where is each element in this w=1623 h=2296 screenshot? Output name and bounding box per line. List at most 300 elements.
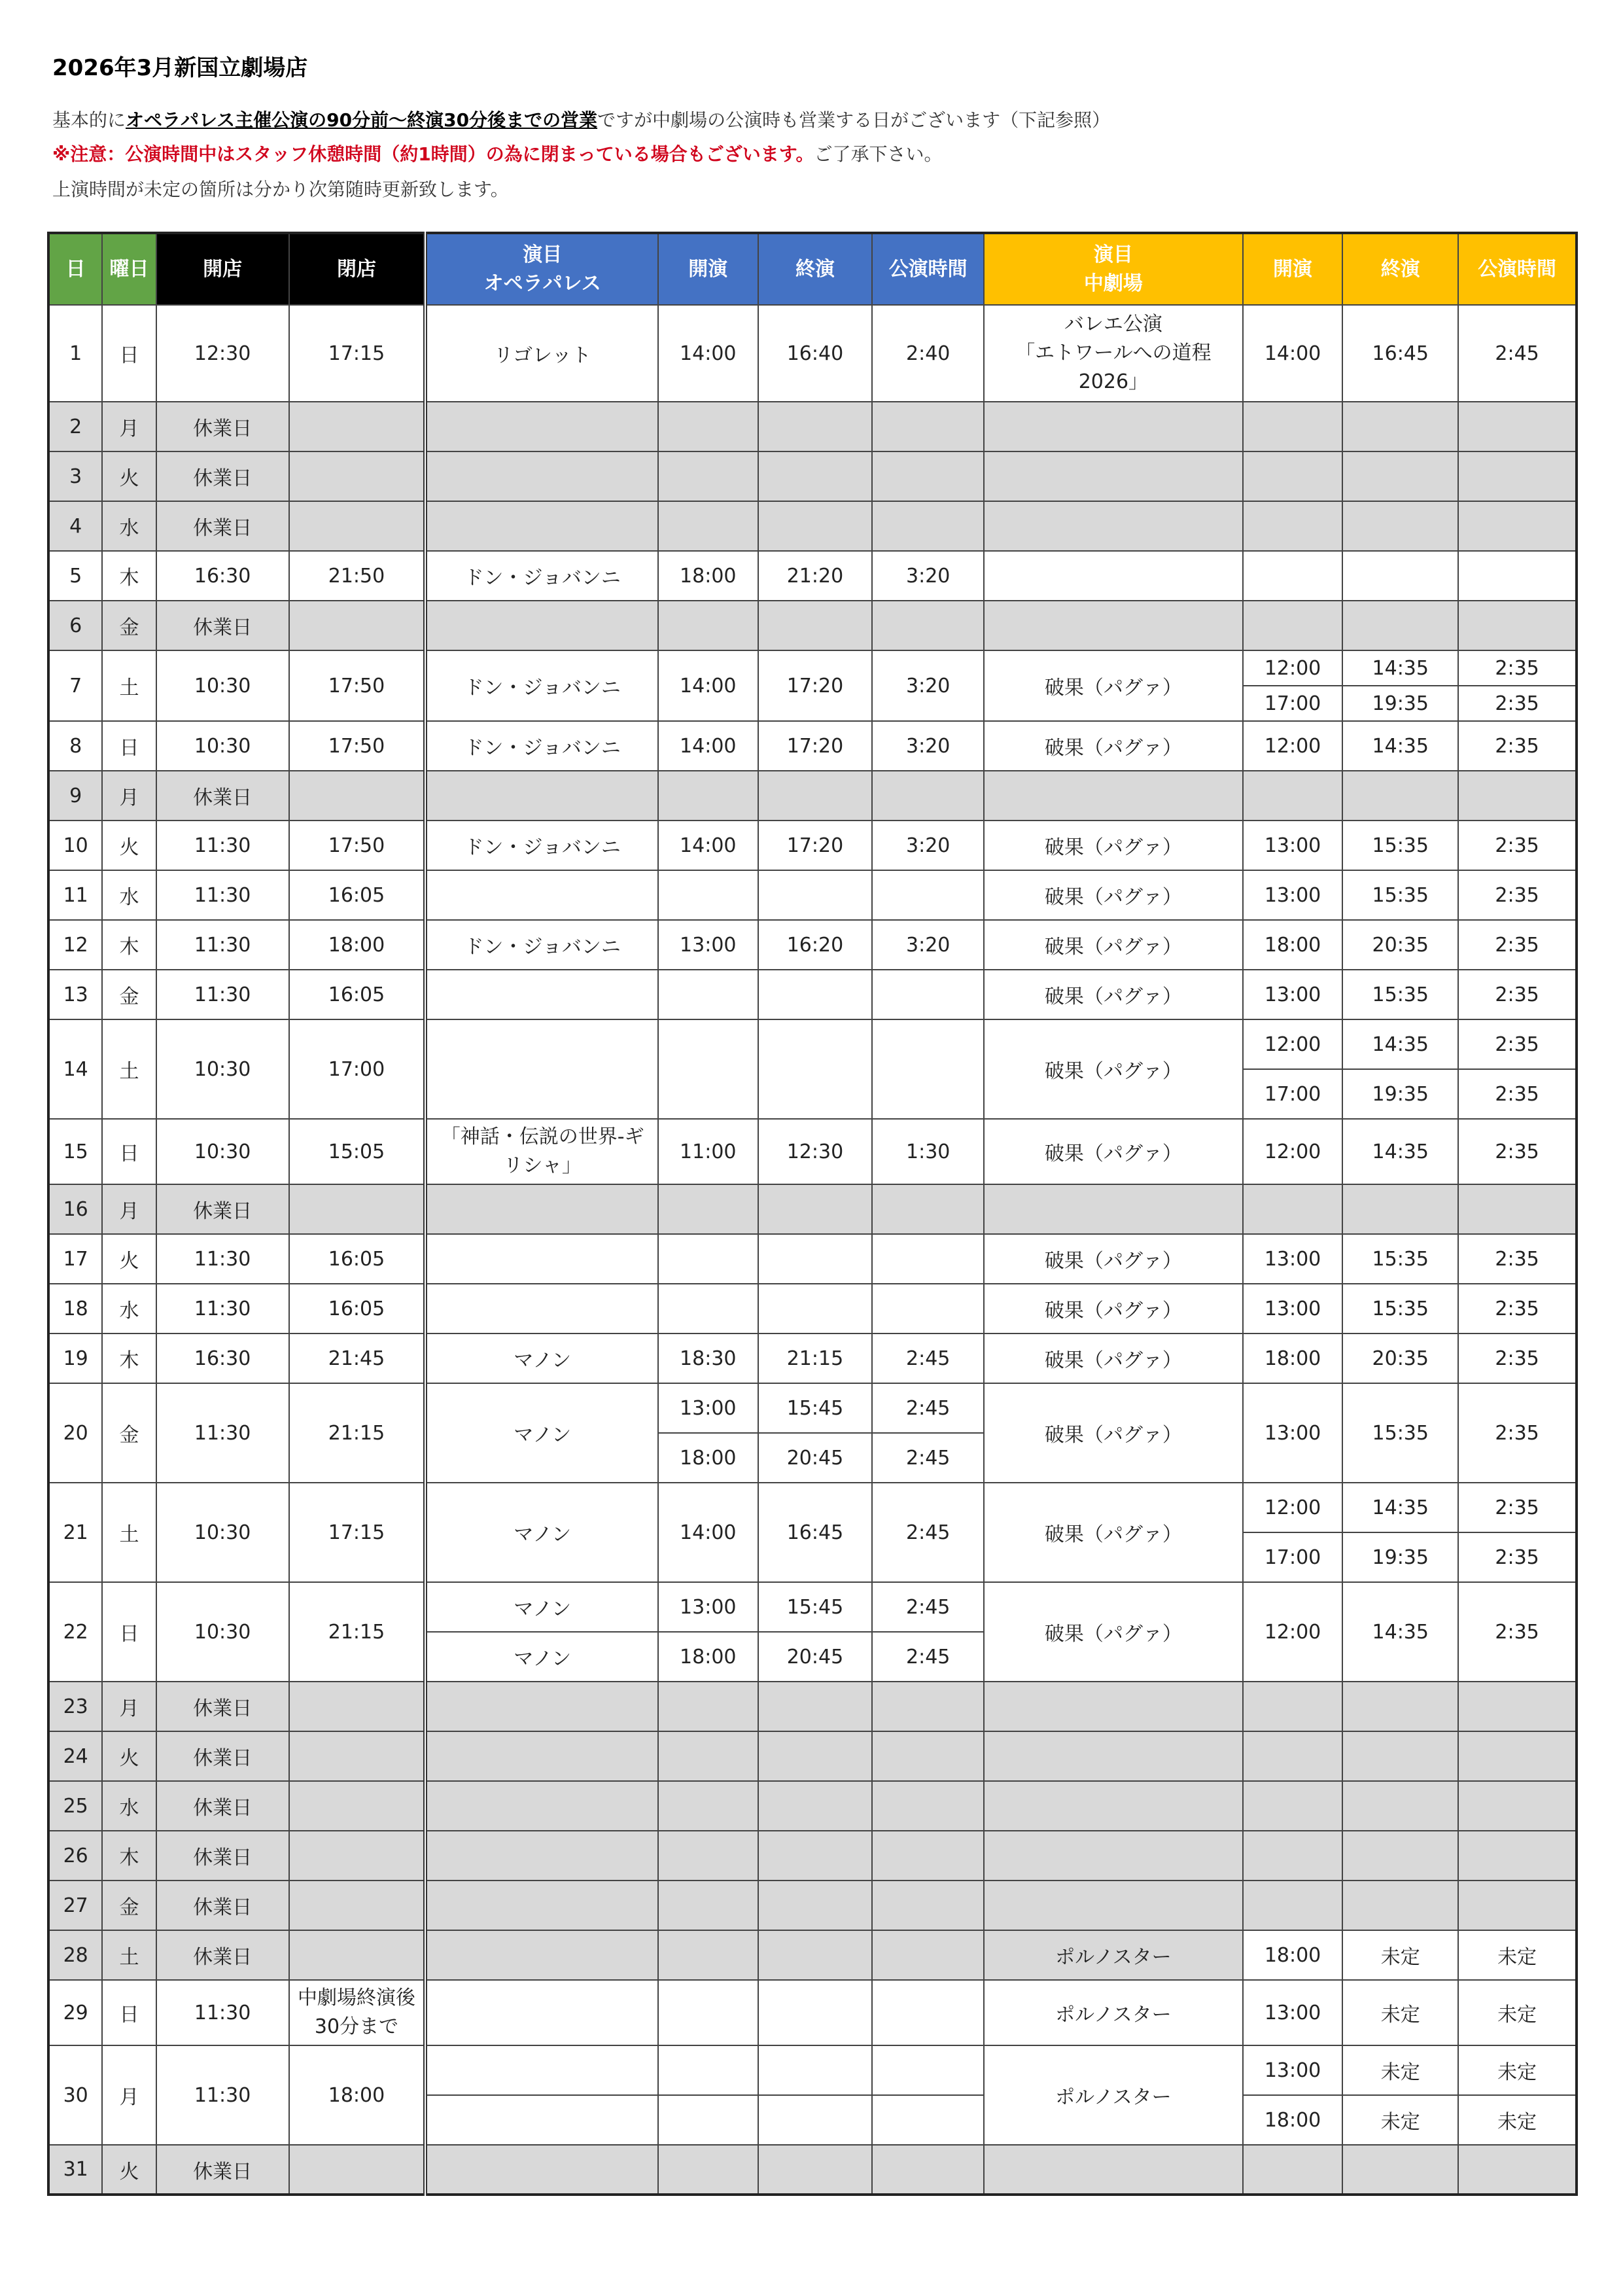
weekday-cell: 水 [102,1781,156,1831]
day-cell: 16 [48,1184,102,1234]
weekday-cell: 日 [102,305,156,402]
day-cell: 23 [48,1682,102,1731]
close-time [289,1184,426,1234]
open-time: 11:30 [156,1284,289,1333]
open-time: 休業日 [156,501,289,551]
header-program-label: 演目 [1093,243,1133,266]
middle-program-line: 2026」 [1078,370,1149,393]
opera-duration: 3:20 [872,920,984,970]
opera-program [425,2145,658,2195]
header-middle-theater: 中劇場 [1083,272,1143,295]
opera-end: 21:15 [758,1333,873,1383]
middle-duration: 2:35 [1458,1019,1577,1069]
note-line-update: 上演時間が未定の箇所は分かり次第随時更新致します。 [52,179,509,200]
middle-end: 20:35 [1342,920,1458,970]
middle-duration: 2:35 [1458,721,1577,771]
middle-end [1342,601,1458,650]
close-time [289,1930,426,1980]
middle-program: 破果（パグァ） [984,650,1243,721]
weekday-cell: 月 [102,1184,156,1234]
table-row [48,2045,1577,2095]
header-close: 閉店 [289,233,426,305]
weekday-cell: 月 [102,771,156,821]
table-row [48,1333,1577,1383]
middle-end: 15:35 [1342,870,1458,920]
opera-start [658,2145,758,2195]
weekday-cell: 金 [102,1383,156,1483]
middle-program: 破果（パグァ） [984,1582,1243,1682]
middle-start [1243,451,1343,501]
middle-start: 13:00 [1243,1383,1343,1483]
middle-end: 未定 [1342,1980,1458,2045]
opera-start: 14:00 [658,305,758,402]
middle-program [984,1682,1243,1731]
table-row [48,920,1577,970]
close-time [289,1682,426,1731]
opera-end: 15:45 [758,1582,873,1632]
middle-program: 破果（パグァ） [984,870,1243,920]
weekday-cell: 土 [102,1930,156,1980]
opera-duration [872,771,984,821]
middle-end [1342,771,1458,821]
opera-end [758,2045,873,2095]
middle-end: 未定 [1342,2095,1458,2145]
opera-start [658,501,758,551]
table-row [48,821,1577,870]
note-line-hours [52,106,1110,132]
note-caution: ※注意：公演時間中はスタッフ休憩時間（約1時間）の為に閉まっている場合もございます。 [52,143,814,165]
weekday-cell: 日 [102,1582,156,1682]
middle-end: 19:35 [1342,1532,1458,1582]
opera-program: ドン・ジョバンニ [425,551,658,601]
opera-end: 21:20 [758,551,873,601]
open-time: 16:30 [156,551,289,601]
opera-program [425,1184,658,1234]
middle-duration: 2:35 [1458,1532,1577,1582]
close-time: 17:00 [289,1019,426,1119]
opera-start: 13:00 [658,1383,758,1433]
middle-program [984,305,1243,402]
open-time: 休業日 [156,1731,289,1781]
open-time: 10:30 [156,1582,289,1682]
middle-duration [1458,1184,1577,1234]
header-open: 開店 [156,233,289,305]
opera-program [425,1781,658,1831]
weekday-cell: 火 [102,2145,156,2195]
opera-end [758,1682,873,1731]
open-time: 11:30 [156,870,289,920]
opera-start [658,1881,758,1930]
opera-end: 17:20 [758,721,873,771]
opera-duration [872,1284,984,1333]
table-row [48,1980,1577,2045]
day-cell: 27 [48,1881,102,1930]
opera-duration [872,870,984,920]
opera-end [758,451,873,501]
middle-end: 15:35 [1342,821,1458,870]
opera-program: ドン・ジョバンニ [425,721,658,771]
middle-end [1342,1781,1458,1831]
middle-start: 17:00 [1243,1532,1343,1582]
weekday-cell: 月 [102,402,156,451]
open-time: 11:30 [156,1980,289,2045]
middle-start [1243,1831,1343,1881]
middle-program: 破果（パグァ） [984,1333,1243,1383]
day-cell: 14 [48,1019,102,1119]
close-time: 18:00 [289,2045,426,2145]
opera-end [758,970,873,1019]
middle-end: 未定 [1342,1930,1458,1980]
weekday-cell: 水 [102,870,156,920]
opera-duration [872,1881,984,1930]
middle-duration [1458,451,1577,501]
header-opera-palace: オペラパレス [483,272,601,295]
table-row [48,1119,1577,1184]
middle-program [984,1731,1243,1781]
middle-program [984,1781,1243,1831]
day-cell: 25 [48,1781,102,1831]
middle-end [1342,1831,1458,1881]
open-time: 休業日 [156,1881,289,1930]
opera-duration: 2:40 [872,305,984,402]
opera-program [425,1930,658,1980]
opera-start: 11:00 [658,1119,758,1184]
opera-end [758,501,873,551]
middle-start [1243,1881,1343,1930]
open-time: 16:30 [156,1333,289,1383]
note-l1a: 基本的に [52,109,126,131]
day-cell: 8 [48,721,102,771]
middle-end [1342,1682,1458,1731]
table-row [48,1582,1577,1632]
close-time-line: 30分まで [314,2015,399,2038]
weekday-cell: 木 [102,1333,156,1383]
middle-program [984,402,1243,451]
middle-start: 18:00 [1243,1333,1343,1383]
weekday-cell: 金 [102,601,156,650]
opera-end: 16:45 [758,1483,873,1582]
close-time [289,451,426,501]
opera-duration [872,1731,984,1781]
opera-end: 16:20 [758,920,873,970]
opera-duration: 2:45 [872,1433,984,1483]
middle-duration [1458,771,1577,821]
opera-end [758,1234,873,1284]
day-cell: 21 [48,1483,102,1582]
opera-program [425,1019,658,1119]
opera-duration: 3:20 [872,821,984,870]
weekday-cell: 木 [102,920,156,970]
opera-program: マノン [425,1333,658,1383]
opera-duration [872,1019,984,1119]
weekday-cell: 日 [102,1980,156,2045]
middle-start: 12:00 [1243,721,1343,771]
table-row [48,1019,1577,1069]
day-cell: 26 [48,1831,102,1881]
middle-program [984,2145,1243,2195]
opera-duration [872,2145,984,2195]
opera-duration [872,601,984,650]
open-time: 休業日 [156,1781,289,1831]
open-time: 11:30 [156,970,289,1019]
middle-program: 破果（パグァ） [984,1234,1243,1284]
opera-program: リゴレット [425,305,658,402]
open-time: 休業日 [156,1682,289,1731]
middle-start [1243,501,1343,551]
weekday-cell: 火 [102,451,156,501]
middle-program [984,451,1243,501]
day-cell: 17 [48,1234,102,1284]
middle-program: 破果（パグァ） [984,821,1243,870]
opera-program [425,501,658,551]
middle-duration: 2:35 [1458,1483,1577,1532]
middle-duration: 2:35 [1458,650,1577,686]
day-cell: 6 [48,601,102,650]
middle-program [984,1831,1243,1881]
middle-end: 14:35 [1342,650,1458,686]
opera-duration: 1:30 [872,1119,984,1184]
opera-duration [872,501,984,551]
middle-duration [1458,1682,1577,1731]
opera-end [758,1019,873,1119]
opera-end [758,1731,873,1781]
header-row [48,233,1577,305]
close-time [289,501,426,551]
weekday-cell: 土 [102,650,156,721]
middle-duration: 未定 [1458,2045,1577,2095]
day-cell: 31 [48,2145,102,2195]
middle-end: 15:35 [1342,1284,1458,1333]
opera-end: 17:20 [758,821,873,870]
middle-end [1342,1184,1458,1234]
opera-end: 15:45 [758,1383,873,1433]
weekday-cell: 日 [102,1119,156,1184]
opera-end: 17:20 [758,650,873,721]
day-cell: 18 [48,1284,102,1333]
middle-start: 13:00 [1243,1284,1343,1333]
middle-end: 14:35 [1342,1119,1458,1184]
opera-end [758,2145,873,2195]
middle-start: 12:00 [1243,1119,1343,1184]
middle-start: 18:00 [1243,2095,1343,2145]
note-apology: ご了承下さい。 [814,143,943,165]
opera-program: ドン・ジョバンニ [425,920,658,970]
opera-duration [872,1980,984,2045]
opera-program [425,402,658,451]
opera-start: 14:00 [658,1483,758,1582]
open-time: 休業日 [156,1930,289,1980]
middle-start: 13:00 [1243,970,1343,1019]
close-time: 15:05 [289,1119,426,1184]
day-cell: 22 [48,1582,102,1682]
opera-end: 16:40 [758,305,873,402]
middle-program [984,771,1243,821]
middle-start [1243,1731,1343,1781]
weekday-cell: 水 [102,501,156,551]
opera-program [425,771,658,821]
table-row [48,650,1577,686]
opera-start [658,1234,758,1284]
middle-duration: 未定 [1458,1980,1577,2045]
opera-duration [872,970,984,1019]
close-time [289,1831,426,1881]
open-time: 10:30 [156,1119,289,1184]
opera-end [758,402,873,451]
middle-start: 13:00 [1243,870,1343,920]
note-l1-emphasis: オペラパレス主催公演の90分前～終演30分後までの営業 [126,109,598,131]
note-l1c: ですが中劇場の公演時も営業する日がございます（下記参照） [597,109,1111,131]
opera-program [425,1284,658,1333]
opera-duration [872,1184,984,1234]
middle-end: 14:35 [1342,721,1458,771]
close-time: 17:15 [289,305,426,402]
close-time [289,1980,426,2045]
middle-start: 12:00 [1243,650,1343,686]
opera-program [425,970,658,1019]
middle-duration: 2:35 [1458,821,1577,870]
opera-program [425,1682,658,1731]
opera-start [658,402,758,451]
table-row [48,1682,1577,1731]
middle-start: 14:00 [1243,305,1343,402]
header-weekday: 曜日 [102,233,156,305]
open-time: 11:30 [156,821,289,870]
day-cell: 9 [48,771,102,821]
opera-duration [872,1781,984,1831]
page-title: 2026年3月新国立劇場店 [52,55,308,81]
day-cell: 7 [48,650,102,721]
close-time: 17:50 [289,650,426,721]
close-time: 21:15 [289,1582,426,1682]
middle-duration: 2:35 [1458,1383,1577,1483]
day-cell: 19 [48,1333,102,1383]
middle-start [1243,402,1343,451]
middle-start: 12:00 [1243,1483,1343,1532]
opera-start [658,1831,758,1881]
middle-end [1342,2145,1458,2195]
middle-end: 14:35 [1342,1582,1458,1682]
table-row [48,870,1577,920]
day-cell: 2 [48,402,102,451]
header-opera-end: 終演 [758,233,873,305]
day-cell: 1 [48,305,102,402]
close-time: 16:05 [289,870,426,920]
middle-start: 12:00 [1243,1019,1343,1069]
opera-start [658,2045,758,2095]
middle-start: 17:00 [1243,1069,1343,1119]
middle-duration [1458,1831,1577,1881]
close-time: 16:05 [289,1234,426,1284]
day-cell: 28 [48,1930,102,1980]
opera-program: マノン [425,1483,658,1582]
middle-duration: 2:35 [1458,1234,1577,1284]
weekday-cell: 日 [102,721,156,771]
table-row [48,771,1577,821]
weekday-cell: 水 [102,1284,156,1333]
opera-start [658,771,758,821]
table-row [48,1731,1577,1781]
table-row [48,501,1577,551]
close-time: 17:15 [289,1483,426,1582]
middle-program: 破果（パグァ） [984,1483,1243,1582]
header-program-label: 演目 [523,243,563,266]
middle-duration [1458,551,1577,601]
weekday-cell: 金 [102,1881,156,1930]
opera-program: ドン・ジョバンニ [425,821,658,870]
opera-duration: 2:45 [872,1333,984,1383]
day-cell: 5 [48,551,102,601]
weekday-cell: 土 [102,1483,156,1582]
middle-start: 13:00 [1243,1980,1343,2045]
table-row [48,1234,1577,1284]
close-time: 21:50 [289,551,426,601]
opera-end [758,2095,873,2145]
header-opera-duration: 公演時間 [872,233,984,305]
note-line-caution [52,140,942,166]
opera-start: 18:00 [658,551,758,601]
opera-program [425,2045,658,2095]
middle-duration: 2:35 [1458,1284,1577,1333]
open-time: 10:30 [156,721,289,771]
middle-duration [1458,402,1577,451]
middle-start: 18:00 [1243,1930,1343,1980]
open-time: 休業日 [156,2145,289,2195]
close-time [289,1781,426,1831]
middle-start [1243,601,1343,650]
close-time-line: 中劇場終演後 [297,1987,415,2009]
middle-duration [1458,1881,1577,1930]
header-middle-end: 終演 [1342,233,1458,305]
opera-program: マノン [425,1632,658,1682]
middle-start: 12:00 [1243,1582,1343,1682]
table-row [48,601,1577,650]
opera-start: 14:00 [658,721,758,771]
table-row [48,1383,1577,1433]
day-cell: 24 [48,1731,102,1781]
opera-duration [872,1234,984,1284]
opera-start [658,2095,758,2145]
middle-end: 20:35 [1342,1333,1458,1383]
opera-end [758,1831,873,1881]
middle-program [984,1881,1243,1930]
middle-start: 13:00 [1243,2045,1343,2095]
opera-program [425,1119,658,1184]
close-time [289,601,426,650]
middle-end: 未定 [1342,2045,1458,2095]
middle-program: ポルノスター [984,2045,1243,2145]
opera-duration [872,1930,984,1980]
opera-duration [872,402,984,451]
close-time: 16:05 [289,1284,426,1333]
weekday-cell: 土 [102,1019,156,1119]
middle-start [1243,1682,1343,1731]
middle-end [1342,402,1458,451]
middle-duration: 未定 [1458,2095,1577,2145]
open-time: 休業日 [156,1184,289,1234]
opera-end [758,601,873,650]
opera-start: 14:00 [658,650,758,721]
middle-duration: 2:35 [1458,1119,1577,1184]
table-row [48,1831,1577,1881]
opera-end [758,1184,873,1234]
middle-end [1342,501,1458,551]
opera-start: 13:00 [658,920,758,970]
open-time: 10:30 [156,1483,289,1582]
middle-program [984,551,1243,601]
weekday-cell: 火 [102,1234,156,1284]
opera-program [425,870,658,920]
table-row [48,1930,1577,1980]
